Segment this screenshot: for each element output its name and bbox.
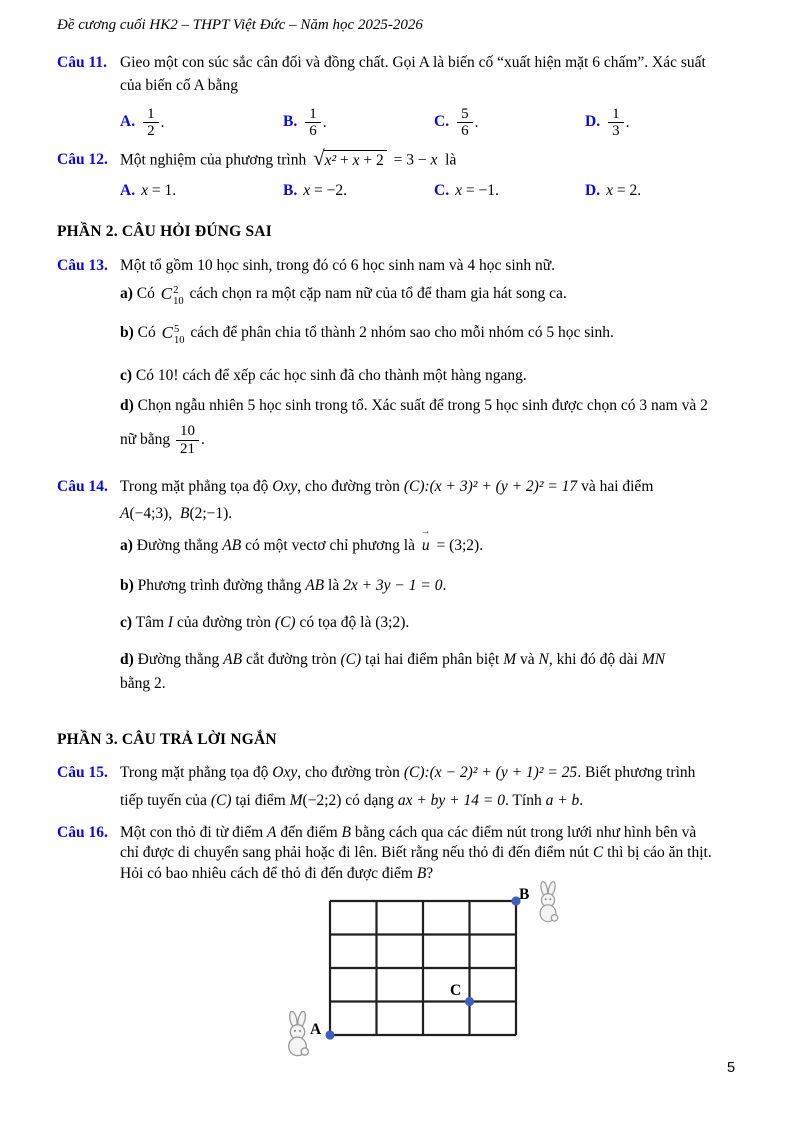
item-d-continued: bằng 2. [120, 675, 166, 693]
question-text: Một con thỏ đi từ điểm A đến điểm B bằng cách qua các điểm nút trong lưới như hình bên và [120, 824, 697, 841]
question-text: Một nghiệm của phương trình √ x² + x + 2 = 3 − x là [120, 146, 457, 170]
option-c: C. x = −1. [434, 182, 499, 199]
question-label: Câu 14. [57, 478, 108, 495]
vector-u: → u [420, 526, 430, 554]
page-number: 5 [727, 1060, 736, 1076]
question-text: Trong mặt phẳng tọa độ Oxy, cho đường tròn (C):(x + 3)² + (y + 2)² = 17 và hai điểm [120, 478, 654, 495]
item-c: c) Có 10! cách để xếp các học sinh đã cho thành một hàng ngang. [120, 367, 527, 385]
option-letter: C. [434, 182, 450, 199]
point-label-a: A [310, 1021, 322, 1039]
option-letter: D. [585, 113, 601, 131]
option-tail: . [160, 113, 165, 131]
option-letter: D. [585, 182, 601, 199]
question-15 [57, 763, 754, 812]
question-14 [57, 477, 754, 695]
question-text: tiếp tuyến của (C) tại điểm M(−2;2) có dạng ax + by + 14 = 0. Tính a + b. [120, 792, 584, 810]
option-tail: . [625, 113, 630, 131]
item-c: c) Tâm I của đường tròn (C) có tọa độ là (3;2). [120, 614, 410, 632]
item-b: b) Phương trình đường thẳng AB là 2x + 3y − 1 = 0. [120, 576, 447, 594]
option-letter: B. [283, 113, 298, 131]
item-d: d) Chọn ngẫu nhiên 5 học sinh trong tổ. Xác suất để trong 5 học sinh được chọn có 3 nam và 2 [120, 396, 708, 414]
option-letter: A. [120, 182, 136, 199]
question-label: Câu 15. [57, 764, 108, 781]
question-11 [57, 53, 754, 146]
option-c [434, 106, 585, 141]
rabbit-icon [282, 1010, 313, 1058]
point-label-b: B [519, 886, 530, 904]
combination-symbol: C 2 10 [160, 284, 184, 307]
option-d: D. x = 2. [585, 182, 642, 199]
option-b: B. x = −2. [283, 182, 347, 199]
question-13 [57, 256, 754, 462]
grid-lattice [325, 896, 521, 1044]
option-tail: . [322, 113, 327, 131]
fraction: $\frac{1}{2}$ [143, 106, 159, 141]
item-a: a) Có C 2 10 cách chọn ra một cặp nam nữ của tổ để tham gia hát song ca. [120, 284, 567, 307]
option-tail: . [474, 113, 479, 131]
question-label: Câu 13. [57, 257, 108, 274]
options-row [120, 181, 754, 201]
question-text: của biến cố A bằng [120, 77, 238, 95]
option-letter: C. [434, 113, 450, 131]
fraction: $\frac{5}{6}$ [457, 106, 473, 141]
option-d [585, 106, 754, 141]
question-text: Một tổ gồm 10 học sinh, trong đó có 6 học sinh nam và 4 học sinh nữ. [120, 257, 556, 274]
combination-symbol: C 5 10 [161, 323, 185, 346]
option-b [283, 106, 434, 141]
option-letter: B. [283, 182, 298, 199]
question-label: Câu 12. [57, 151, 108, 168]
radical-sign: √ [313, 146, 325, 170]
document-header: Đề cương cuối HK2 – THPT Việt Đức – Năm học 2025-2026 [57, 17, 423, 33]
fraction: $\frac{1}{3}$ [608, 106, 624, 141]
node-dot-c [465, 997, 474, 1006]
question-16 [57, 823, 754, 1079]
item-a: a) Đường thẳng AB có một vectơ chỉ phương là → u = (3;2). [120, 536, 754, 560]
point-label-c: C [450, 982, 462, 1000]
square-root: √ x² + x + 2 [313, 150, 387, 171]
question-text: Trong mặt phẳng tọa độ Oxy, cho đường tròn (C):(x − 2)² + (y + 1)² = 25. Biết phương trình [120, 764, 696, 781]
question-text: Gieo một con súc sắc cân đối và đồng chất. Gọi A là biến cố “xuất hiện mặt 6 chấm”. Xác suất [120, 54, 706, 71]
question-label: Câu 16. [57, 824, 108, 841]
item-b: b) Có C 5 10 cách để phân chia tổ thành 2 nhóm sao cho mỗi nhóm có 5 học sinh. [120, 323, 614, 346]
item-d-continued: nữ bằng $\frac{10}{21}$ . [120, 423, 205, 457]
fraction: $\frac{10}{21}$ [176, 423, 199, 458]
question-label: Câu 11. [57, 54, 107, 71]
part-3-heading: PHẦN 3. CÂU TRẢ LỜI NGẮN [57, 731, 277, 748]
rabbit-icon [534, 880, 562, 924]
question-text: A(−4;3), B(2;−1). [120, 505, 233, 523]
lattice-figure [120, 884, 754, 1079]
vector-arrow-icon: → [420, 526, 430, 537]
option-letter: A. [120, 113, 136, 131]
fraction: $\frac{1}{6}$ [305, 106, 321, 141]
question-12 [57, 146, 754, 201]
question-text: chỉ được di chuyển sang phải hoặc đi lên. Biết rằng nếu thỏ đi đến điểm nút C thì bị cáo ăn thịt. [120, 844, 712, 862]
part-2-heading: PHẦN 2. CÂU HỎI ĐÚNG SAI [57, 223, 272, 240]
node-dot-a [325, 1031, 334, 1040]
item-d: d) Đường thẳng AB cắt đường tròn (C) tại hai điểm phân biệt M và N, khi đó độ dài MN [120, 650, 666, 668]
option-a [120, 106, 283, 141]
question-text: Hỏi có bao nhiêu cách để thỏ đi đến được điểm B? [120, 864, 434, 882]
options-row [120, 100, 754, 146]
option-a: A. x = 1. [120, 182, 177, 199]
